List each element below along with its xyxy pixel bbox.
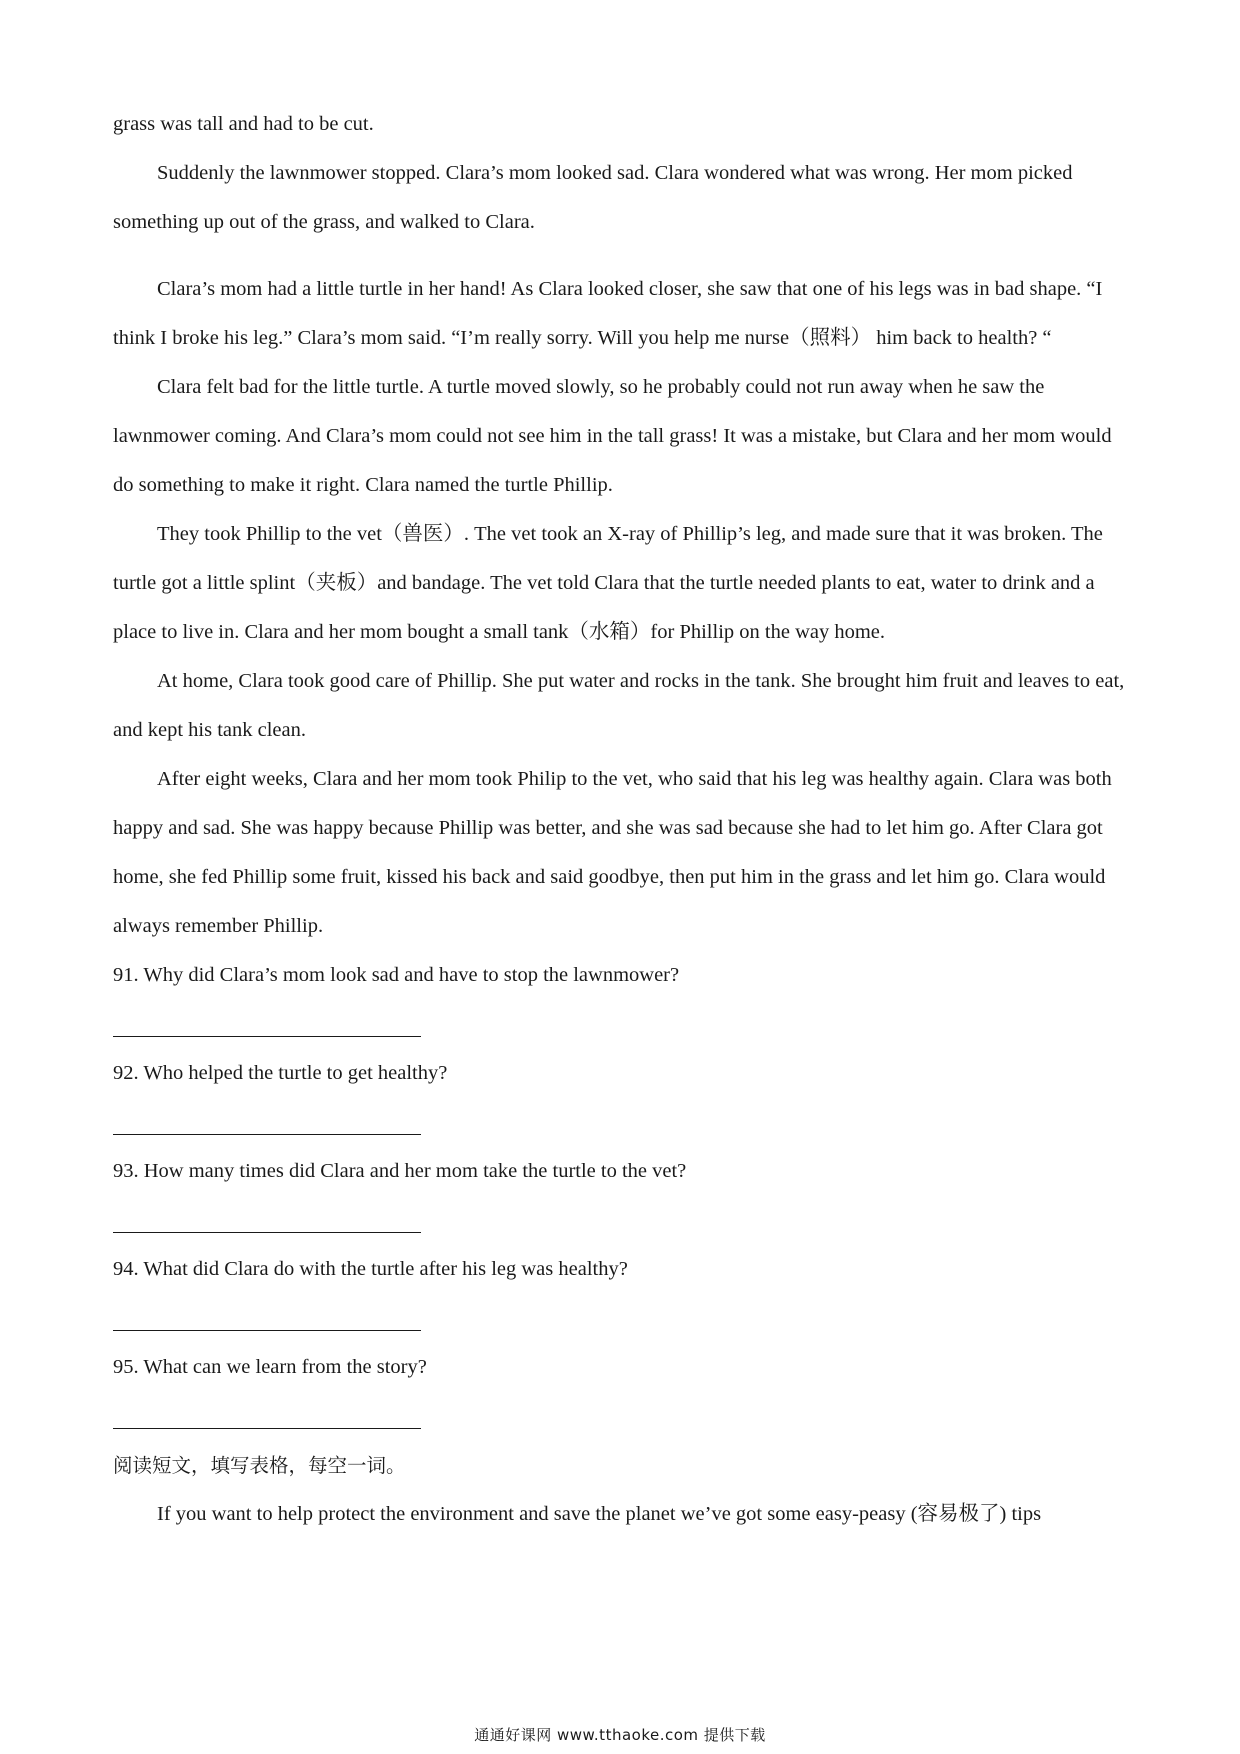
answer-line-95[interactable] [113,1392,421,1441]
question-91: 91. Why did Clara’s mom look sad and have to stop the lawnmower? [113,964,680,986]
passage-paragraph-7: After eight weeks, Clara and her mom took Philip to the vet, who said that his leg was healthy again. Clara was both happy and sad. She was happy because Phillip was better, and she was sad because she had to let him go. After Clara got home, she fed Phillip some fruit, kissed his back and said goodbye, then put him in the grass and let him go. Clara would always remember Phillip. [113,768,1112,937]
page-footer: 通通好课网 www.tthaoke.com 提供下载 [474,1726,766,1744]
passage-paragraph-1: grass was tall and had to be cut. [113,113,374,135]
question-92: 92. Who helped the turtle to get healthy? [113,1062,448,1084]
answer-line-91[interactable] [113,1000,421,1049]
page-content [113,100,1133,1539]
answer-line-94[interactable] [113,1294,421,1343]
passage-paragraph-5: They took Phillip to the vet（兽医）. The vet took an X-ray of Phillip’s leg, and made sure that it was broken. The turtle got a little splint（夹板）and bandage. The vet told Clara that the turtle needed plants to eat, water to drink and a place to live in. Clara and her mom bought a small tank（水箱）for Phillip on the way home. [113,523,1103,643]
question-94: 94. What did Clara do with the turtle after his leg was healthy? [113,1258,628,1280]
passage-paragraph-4: Clara felt bad for the little turtle. A turtle moved slowly, so he probably could not run away when he saw the lawnmower coming. And Clara’s mom could not see him in the tall grass! It was a mistake, but Clara and her mom would do something to make it right. Clara named the turtle Phillip. [113,376,1112,496]
next-passage-paragraph: If you want to help protect the environment and save the planet we’ve got some easy-peasy (容易极了) tips [157,1503,1042,1525]
reading-instruction: 阅读短文，填写表格，每空一词。 [113,1454,406,1477]
answer-line-92[interactable] [113,1098,421,1147]
question-93: 93. How many times did Clara and her mom take the turtle to the vet? [113,1160,687,1182]
answer-line-93[interactable] [113,1196,421,1245]
passage-paragraph-2: Suddenly the lawnmower stopped. Clara’s mom looked sad. Clara wondered what was wrong. Her mom picked something up out of the grass, and walked to Clara. [113,162,1073,233]
passage-paragraph-3: Clara’s mom had a little turtle in her hand! As Clara looked closer, she saw that one of his legs was in bad shape. “I think I broke his leg.” Clara’s mom said. “I’m really sorry. Will you help me nurse（照料） him back to health? “ [113,278,1103,349]
passage-paragraph-6: At home, Clara took good care of Phillip. She put water and rocks in the tank. She brought him fruit and leaves to eat, and kept his tank clean. [113,670,1125,741]
question-list [113,951,1133,1441]
question-95: 95. What can we learn from the story? [113,1356,427,1378]
